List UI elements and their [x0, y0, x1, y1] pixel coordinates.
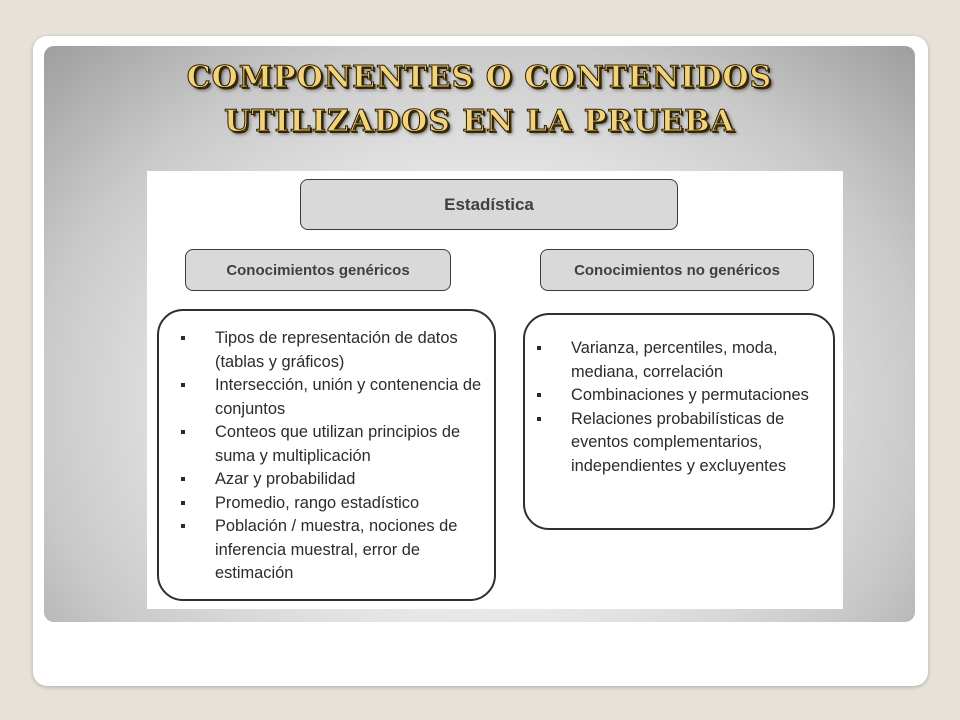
- list-item: Azar y probabilidad: [181, 468, 484, 492]
- generic-knowledge-list: [181, 327, 484, 586]
- non-generic-knowledge-heading: Conocimientos no genéricos: [540, 249, 814, 291]
- diagram-figure: [147, 171, 843, 609]
- list-item: Tipos de representación de datos (tablas y gráficos): [181, 327, 484, 374]
- list-item: Varianza, percentiles, moda, mediana, correlación: [537, 337, 825, 384]
- diagram-root-box: Estadística: [300, 179, 678, 230]
- generic-knowledge-heading: Conocimientos genéricos: [185, 249, 451, 291]
- list-item: Intersección, unión y contenencia de conjuntos: [181, 374, 484, 421]
- non-generic-knowledge-list-box: [523, 313, 835, 530]
- generic-knowledge-list-box: [157, 309, 496, 601]
- slide-title-line-2: UTILIZADOS EN LA PRUEBA: [224, 104, 735, 139]
- list-item: Relaciones probabilísticas de eventos complementarios, independientes y excluyentes: [537, 408, 825, 479]
- slide-title: [44, 56, 915, 144]
- list-item: Población / muestra, nociones de inferencia muestral, error de estimación: [181, 515, 484, 586]
- list-item: Conteos que utilizan principios de suma y multiplicación: [181, 421, 484, 468]
- list-item: Combinaciones y permutaciones: [537, 384, 825, 408]
- non-generic-knowledge-list: [537, 337, 825, 478]
- list-item: Promedio, rango estadístico: [181, 492, 484, 516]
- slide-title-line-1: COMPONENTES O CONTENIDOS: [186, 60, 773, 95]
